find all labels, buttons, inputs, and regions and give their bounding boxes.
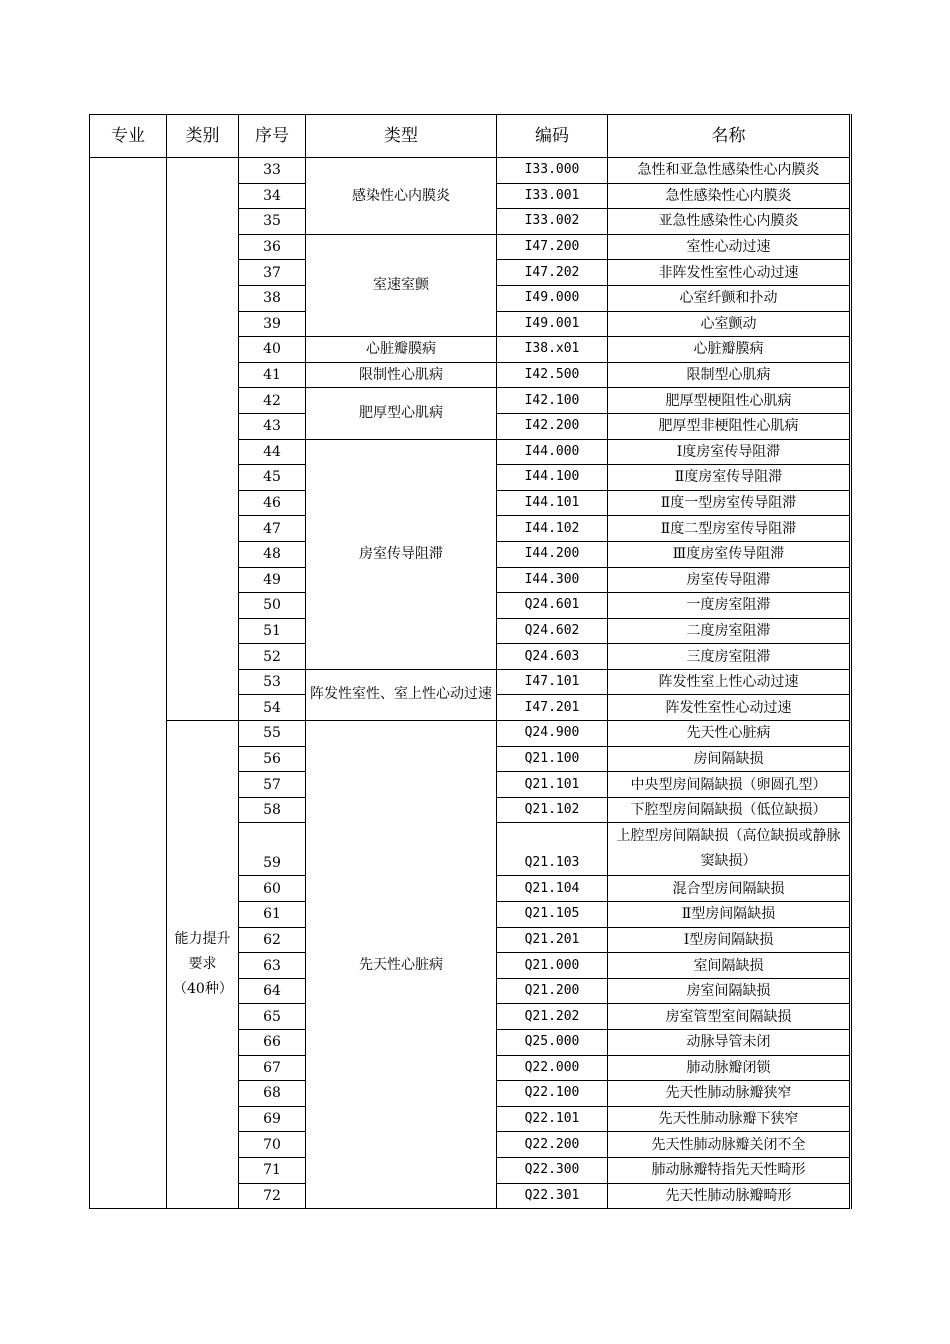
code-cell: I33.001 [497,183,608,209]
type-cell: 感染性心内膜炎 [306,158,497,235]
seq-cell: 51 [239,618,306,644]
name-cell: 先天性肺动脉瓣狭窄 [608,1081,851,1107]
name-cell: 先天性肺动脉瓣下狭窄 [608,1106,851,1132]
code-cell: Q22.000 [497,1055,608,1081]
seq-cell: 56 [239,746,306,772]
name-cell: 阵发性室性心动过速 [608,695,851,721]
seq-cell: 44 [239,439,306,465]
code-cell: Q24.601 [497,593,608,619]
seq-cell: 72 [239,1183,306,1209]
name-cell: 阵发性室上性心动过速 [608,669,851,695]
name-cell: 房室传导阻滞 [608,567,851,593]
specialty-cell [90,158,167,1209]
seq-cell: 60 [239,876,306,902]
code-cell: I42.200 [497,413,608,439]
seq-cell: 40 [239,337,306,363]
seq-cell: 71 [239,1157,306,1183]
code-cell: I49.000 [497,285,608,311]
table-row [90,721,851,747]
code-cell: Q21.104 [497,876,608,902]
name-cell: 心室纤颤和扑动 [608,285,851,311]
name-cell: 心脏瓣膜病 [608,337,851,363]
category-cell-2: 能力提升要求（40种） [167,721,239,1209]
type-cell: 先天性心脏病 [306,721,497,1209]
code-cell: Q24.900 [497,721,608,747]
seq-cell: 35 [239,209,306,235]
name-cell: 心室颤动 [608,311,851,337]
code-cell: Q21.201 [497,927,608,953]
name-cell: 三度房室阻滞 [608,644,851,670]
seq-cell: 46 [239,490,306,516]
name-cell: 先天性心脏病 [608,721,851,747]
code-cell: Q21.102 [497,797,608,823]
code-cell: I44.100 [497,465,608,491]
seq-cell: 67 [239,1055,306,1081]
code-cell: Q21.103 [497,823,608,876]
name-cell: 房室间隔缺损 [608,978,851,1004]
header-name: 名称 [608,115,851,158]
name-cell: 室性心动过速 [608,234,851,260]
name-cell: 急性感染性心内膜炎 [608,183,851,209]
header-row [90,115,851,158]
code-cell: Q21.202 [497,1004,608,1030]
name-cell: 肺动脉瓣闭锁 [608,1055,851,1081]
name-cell: 下腔型房间隔缺损（低位缺损） [608,797,851,823]
code-cell: I47.202 [497,260,608,286]
seq-cell: 54 [239,695,306,721]
seq-cell: 49 [239,567,306,593]
seq-cell: 66 [239,1030,306,1056]
seq-cell: 65 [239,1004,306,1030]
type-cell: 阵发性室性、室上性心动过速 [306,669,497,720]
code-cell: Q22.200 [497,1132,608,1158]
code-cell: Q24.602 [497,618,608,644]
name-cell: 肥厚型非梗阻性心肌病 [608,413,851,439]
name-cell: Ⅱ型房间隔缺损 [608,902,851,928]
table-row [90,158,851,184]
code-cell: Q22.101 [497,1106,608,1132]
header-type: 类型 [306,115,497,158]
seq-cell: 43 [239,413,306,439]
code-cell: Q21.101 [497,772,608,798]
seq-cell: 39 [239,311,306,337]
seq-cell: 64 [239,978,306,1004]
seq-cell: 63 [239,953,306,979]
code-cell: Q21.000 [497,953,608,979]
type-cell: 肥厚型心肌病 [306,388,497,439]
seq-cell: 69 [239,1106,306,1132]
code-cell: I47.200 [497,234,608,260]
name-cell: 急性和亚急性感染性心内膜炎 [608,158,851,184]
name-cell: 上腔型房间隔缺损（高位缺损或静脉窦缺损） [608,823,851,876]
seq-cell: 57 [239,772,306,798]
seq-cell: 48 [239,541,306,567]
name-cell: 肺动脉瓣特指先天性畸形 [608,1157,851,1183]
category-cell-1 [167,158,239,721]
seq-cell: 47 [239,516,306,542]
code-cell: Q21.100 [497,746,608,772]
code-cell: I42.500 [497,362,608,388]
code-cell: I42.100 [497,388,608,414]
name-cell: Ⅲ度房室传导阻滞 [608,541,851,567]
code-cell: Q24.603 [497,644,608,670]
code-cell: I44.102 [497,516,608,542]
code-cell: I44.101 [497,490,608,516]
type-cell: 室速室颤 [306,234,497,336]
name-cell: 室间隔缺损 [608,953,851,979]
code-cell: I38.x01 [497,337,608,363]
code-cell: Q25.000 [497,1030,608,1056]
seq-cell: 52 [239,644,306,670]
type-cell: 房室传导阻滞 [306,439,497,669]
header-category: 类别 [167,115,239,158]
code-cell: Q22.300 [497,1157,608,1183]
code-cell: I49.001 [497,311,608,337]
code-cell: Q22.100 [497,1081,608,1107]
seq-cell: 38 [239,285,306,311]
name-cell: 混合型房间隔缺损 [608,876,851,902]
header-code: 编码 [497,115,608,158]
name-cell: 房室管型室间隔缺损 [608,1004,851,1030]
seq-cell: 45 [239,465,306,491]
name-cell: 中央型房间隔缺损（卵圆孔型） [608,772,851,798]
seq-cell: 58 [239,797,306,823]
header-seq: 序号 [239,115,306,158]
name-cell: 二度房室阻滞 [608,618,851,644]
name-cell: 肥厚型梗阻性心肌病 [608,388,851,414]
name-cell: Ⅱ度一型房室传导阻滞 [608,490,851,516]
name-cell: Ⅱ度房室传导阻滞 [608,465,851,491]
code-cell: I47.201 [497,695,608,721]
header-specialty: 专业 [90,115,167,158]
seq-cell: 37 [239,260,306,286]
name-cell: 先天性肺动脉瓣畸形 [608,1183,851,1209]
name-cell: Ⅰ度房室传导阻滞 [608,439,851,465]
code-cell: I33.002 [497,209,608,235]
name-cell: 动脉导管未闭 [608,1030,851,1056]
seq-cell: 61 [239,902,306,928]
seq-cell: 59 [239,823,306,876]
name-cell: 非阵发性室性心动过速 [608,260,851,286]
name-cell: Ⅱ度二型房室传导阻滞 [608,516,851,542]
code-cell: I47.101 [497,669,608,695]
seq-cell: 36 [239,234,306,260]
seq-cell: 34 [239,183,306,209]
disease-table [89,114,852,1209]
code-cell: I44.000 [497,439,608,465]
code-cell: I44.300 [497,567,608,593]
seq-cell: 33 [239,158,306,184]
seq-cell: 68 [239,1081,306,1107]
name-cell: 先天性肺动脉瓣关闭不全 [608,1132,851,1158]
code-cell: I33.000 [497,158,608,184]
seq-cell: 50 [239,593,306,619]
code-cell: I44.200 [497,541,608,567]
seq-cell: 62 [239,927,306,953]
name-cell: 一度房室阻滞 [608,593,851,619]
seq-cell: 55 [239,721,306,747]
code-cell: Q21.105 [497,902,608,928]
name-cell: 限制型心肌病 [608,362,851,388]
seq-cell: 53 [239,669,306,695]
seq-cell: 70 [239,1132,306,1158]
code-cell: Q21.200 [497,978,608,1004]
type-cell: 心脏瓣膜病 [306,337,497,363]
name-cell: 房间隔缺损 [608,746,851,772]
seq-cell: 41 [239,362,306,388]
seq-cell: 42 [239,388,306,414]
name-cell: 亚急性感染性心内膜炎 [608,209,851,235]
name-cell: Ⅰ型房间隔缺损 [608,927,851,953]
type-cell: 限制性心肌病 [306,362,497,388]
code-cell: Q22.301 [497,1183,608,1209]
